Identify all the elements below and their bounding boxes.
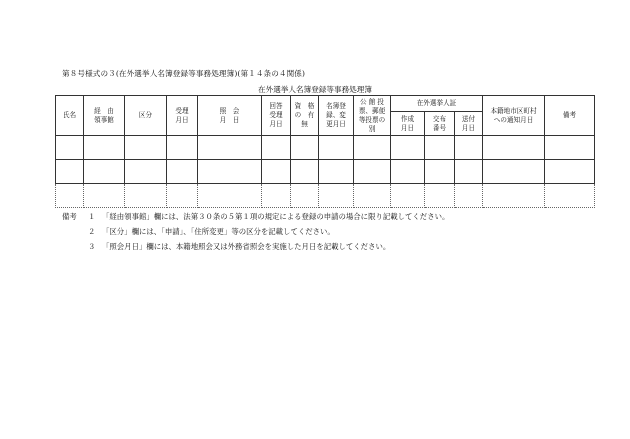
table-cell: [354, 184, 391, 208]
table-cell: [262, 184, 291, 208]
table-cell: [319, 136, 354, 160]
table-cell: [84, 160, 125, 184]
header-domicile-notice: 本籍地市区町村 への通知月日: [483, 96, 545, 136]
table-cell: [545, 160, 595, 184]
table-cell: [425, 160, 455, 184]
notes-label: 備考: [62, 212, 77, 221]
table-cell: [391, 136, 425, 160]
table-row: [56, 136, 595, 160]
note-text: 「経由領事館」欄には、法第３０条の５第１項の規定による登録の申請の場合に限り記載してください。: [102, 212, 450, 221]
note-number: ２: [88, 227, 96, 236]
header-category: 区分: [125, 96, 167, 136]
table-row: [56, 160, 595, 184]
table-cell: [167, 184, 198, 208]
note-item: [62, 239, 449, 254]
header-name: 氏名: [56, 96, 84, 136]
header-row: [56, 96, 595, 112]
table-title: 在外選挙人名簿登録等事務処理簿: [258, 85, 372, 94]
table-cell: [455, 136, 483, 160]
table-cell: [262, 136, 291, 160]
table-cell: [545, 136, 595, 160]
header-eligibility: 資 格 の 有 無: [291, 96, 319, 136]
table-cell: [291, 160, 319, 184]
table-cell: [455, 160, 483, 184]
header-overseas-certificate: 在外選挙人証: [391, 96, 483, 112]
table-cell: [455, 184, 483, 208]
header-reply-date: 回答 受理 月日: [262, 96, 291, 136]
table-cell: [167, 136, 198, 160]
header-via-consulate: 経 由 領事館: [84, 96, 125, 136]
table-cell: [425, 136, 455, 160]
table-cell: [84, 136, 125, 160]
table-cell: [425, 184, 455, 208]
note-item: [62, 209, 449, 224]
table-cell: [545, 184, 595, 208]
notes-section: [62, 209, 449, 254]
note-item: [62, 224, 449, 239]
table-cell: [483, 160, 545, 184]
table-cell: [167, 160, 198, 184]
table-cell: [262, 160, 291, 184]
table-cell: [483, 184, 545, 208]
table-cell: [56, 184, 84, 208]
table-cell: [198, 184, 262, 208]
header-inquiry-date: 照 会 月 日: [198, 96, 262, 136]
table-cell: [198, 160, 262, 184]
header-cert-created: 作成 月日: [391, 112, 425, 136]
table-row: [56, 184, 595, 208]
header-cert-issue-number: 交布 番号: [425, 112, 455, 136]
header-received-date: 受理 月日: [167, 96, 198, 136]
table-cell: [125, 184, 167, 208]
note-number: ３: [88, 242, 96, 251]
table-cell: [56, 160, 84, 184]
ledger-table: [55, 95, 595, 208]
note-number: １: [88, 212, 96, 221]
table-cell: [391, 184, 425, 208]
table-cell: [354, 160, 391, 184]
table-cell: [319, 160, 354, 184]
table-cell: [198, 136, 262, 160]
table-cell: [56, 136, 84, 160]
table-cell: [391, 160, 425, 184]
table-cell: [291, 184, 319, 208]
header-cert-sent: 送付 月日: [455, 112, 483, 136]
table-cell: [483, 136, 545, 160]
note-text: 「区分」欄には、「申請」、「住所変更」等の区分を記載してください。: [102, 227, 335, 236]
table-cell: [354, 136, 391, 160]
header-voting-method: 公 館 投 票、郵便 等投票の 別: [354, 96, 391, 136]
table-cell: [319, 184, 354, 208]
header-remarks: 備考: [545, 96, 595, 136]
table-cell: [84, 184, 125, 208]
table-cell: [291, 136, 319, 160]
table-cell: [125, 160, 167, 184]
note-text: 「照会月日」欄には、本籍地照会又は外務省照会を実施した月日を記載してください。: [102, 242, 391, 251]
table-cell: [125, 136, 167, 160]
header-registration-date: 名簿登 録、変 更月日: [319, 96, 354, 136]
form-heading: 第８号様式の３(在外選挙人名簿登録等事務処理簿)(第１４条の４関係): [62, 69, 306, 78]
